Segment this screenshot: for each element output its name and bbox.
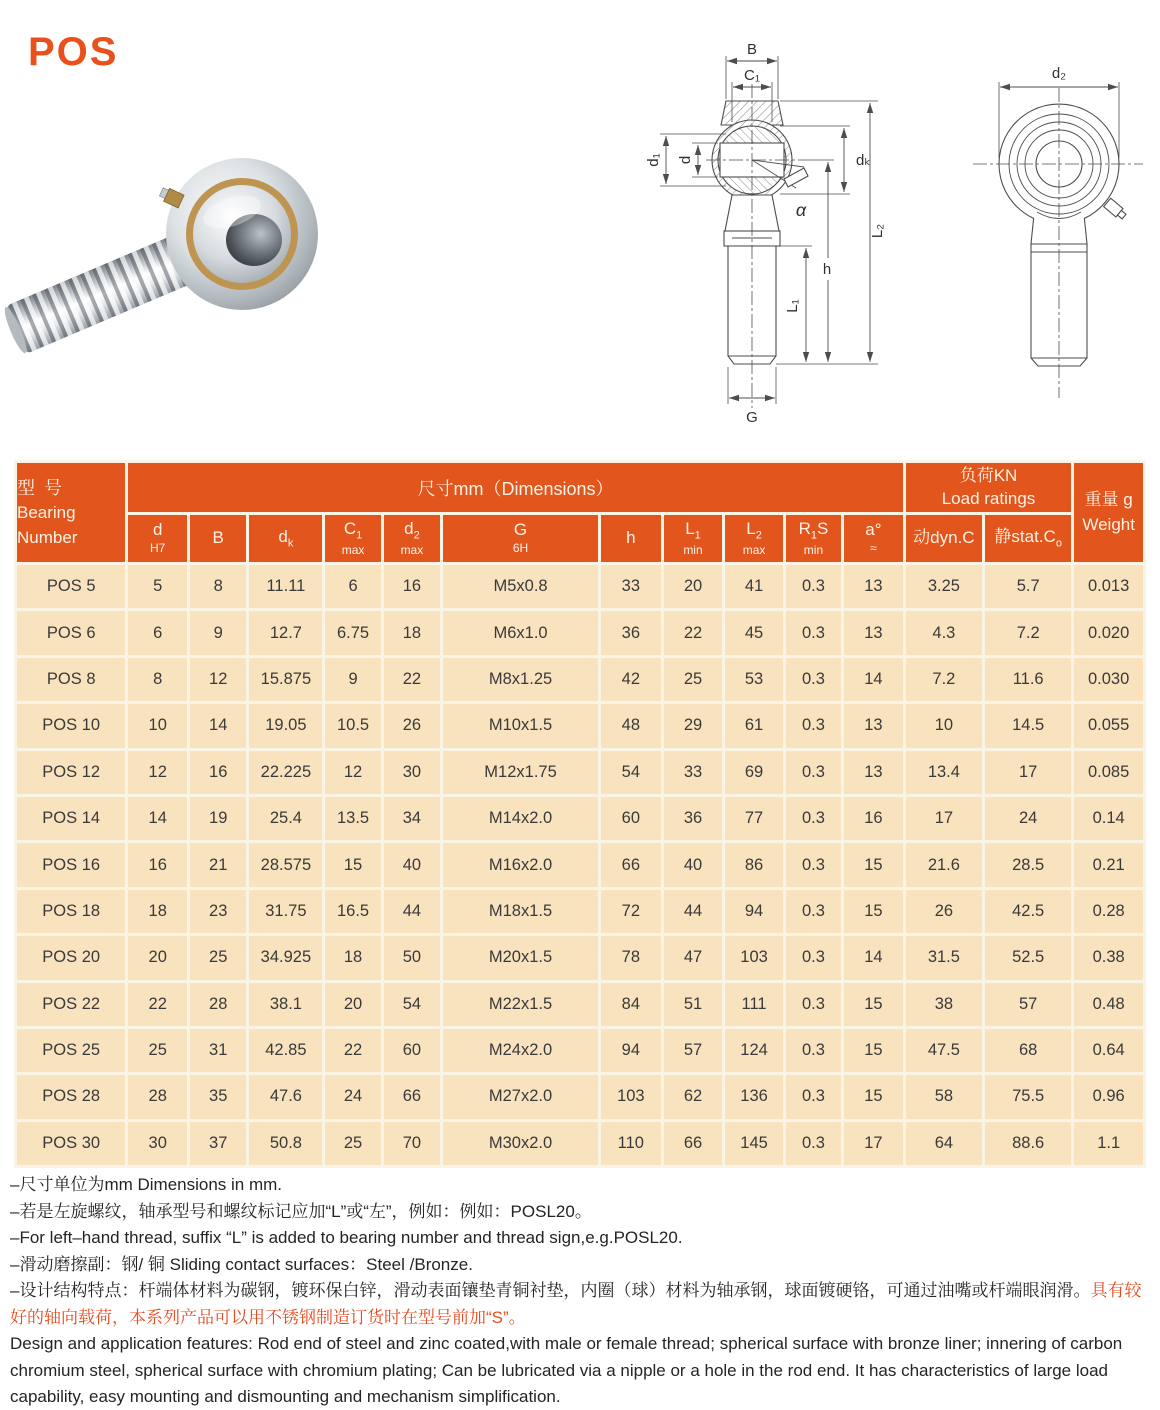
value-cell: 5.7 bbox=[985, 565, 1071, 608]
d1-dim-label: d₁ bbox=[645, 153, 662, 167]
value-cell: 48 bbox=[601, 704, 661, 747]
g-dim-label: G bbox=[746, 409, 758, 426]
bearing-number-cell: POS 8 bbox=[17, 658, 125, 701]
value-cell: 31.5 bbox=[906, 936, 982, 979]
value-cell: 60 bbox=[601, 797, 661, 840]
value-cell: 136 bbox=[725, 1075, 783, 1118]
value-cell: 6.75 bbox=[325, 611, 380, 654]
product-photo bbox=[2, 112, 347, 380]
value-cell: 25.4 bbox=[249, 797, 322, 840]
bearing-number-cell: POS 16 bbox=[17, 843, 125, 886]
value-cell: 9 bbox=[325, 658, 380, 701]
value-cell: 70 bbox=[384, 1122, 440, 1165]
value-cell: 9 bbox=[190, 611, 246, 654]
value-cell: 103 bbox=[601, 1075, 661, 1118]
value-cell: 31 bbox=[190, 1029, 246, 1072]
value-cell: 8 bbox=[190, 565, 246, 608]
value-cell: 0.3 bbox=[786, 565, 841, 608]
value-cell: 36 bbox=[664, 797, 723, 840]
value-cell: 25 bbox=[128, 1029, 187, 1072]
value-cell: 33 bbox=[601, 565, 661, 608]
value-cell: 54 bbox=[601, 751, 661, 794]
footnotes bbox=[10, 1172, 1152, 1410]
value-cell: 13 bbox=[844, 611, 903, 654]
value-cell: M14x2.0 bbox=[443, 797, 598, 840]
column-header-b: B bbox=[190, 515, 246, 562]
value-cell: 0.64 bbox=[1074, 1029, 1143, 1072]
value-cell: 28 bbox=[128, 1075, 187, 1118]
value-cell: 110 bbox=[601, 1122, 661, 1165]
note-left-hand-zh: –若是左旋螺纹，轴承型号和螺纹标记应加“L”或“左”，例如：例如：POSL20。 bbox=[10, 1201, 592, 1221]
value-cell: 3.25 bbox=[906, 565, 982, 608]
value-cell: 6 bbox=[325, 565, 380, 608]
value-cell: M12x1.75 bbox=[443, 751, 598, 794]
value-cell: 13 bbox=[844, 751, 903, 794]
value-cell: 94 bbox=[725, 890, 783, 933]
value-cell: 0.14 bbox=[1074, 797, 1143, 840]
value-cell: 0.48 bbox=[1074, 983, 1143, 1026]
value-cell: 28 bbox=[190, 983, 246, 1026]
note-design-zh bbox=[10, 1278, 1152, 1331]
value-cell: 17 bbox=[906, 797, 982, 840]
value-cell: 0.030 bbox=[1074, 658, 1143, 701]
value-cell: 0.3 bbox=[786, 797, 841, 840]
value-cell: 33 bbox=[664, 751, 723, 794]
value-cell: 66 bbox=[601, 843, 661, 886]
value-cell: 0.013 bbox=[1074, 565, 1143, 608]
grease-nipple-outline bbox=[1104, 198, 1128, 221]
value-cell: 15 bbox=[844, 890, 903, 933]
table-row bbox=[17, 751, 1143, 794]
bearing-number-cell: POS 14 bbox=[17, 797, 125, 840]
bearing-number-cell: POS 10 bbox=[17, 704, 125, 747]
value-cell: 14.5 bbox=[985, 704, 1071, 747]
alpha-label: α bbox=[795, 200, 807, 220]
value-cell: M5x0.8 bbox=[443, 565, 598, 608]
value-cell: 15 bbox=[844, 1075, 903, 1118]
column-header-dyn-c: 动dyn.C bbox=[906, 515, 982, 562]
value-cell: M8x1.25 bbox=[443, 658, 598, 701]
bearing-number-cell: POS 25 bbox=[17, 1029, 125, 1072]
value-cell: 50 bbox=[384, 936, 440, 979]
value-cell: 0.21 bbox=[1074, 843, 1143, 886]
value-cell: 15 bbox=[844, 843, 903, 886]
b-dim-label: B bbox=[746, 41, 758, 58]
bearing-number-cell: POS 22 bbox=[17, 983, 125, 1026]
value-cell: 53 bbox=[725, 658, 783, 701]
value-cell: 47 bbox=[664, 936, 723, 979]
value-cell: 75.5 bbox=[985, 1075, 1071, 1118]
column-header-dk: $d_k$ bbox=[249, 515, 322, 562]
table-row bbox=[17, 658, 1143, 701]
value-cell: M18x1.5 bbox=[443, 890, 598, 933]
value-cell: 15.875 bbox=[249, 658, 322, 701]
table-body bbox=[17, 565, 1143, 1165]
value-cell: 10 bbox=[128, 704, 187, 747]
value-cell: 19.05 bbox=[249, 704, 322, 747]
value-cell: 24 bbox=[325, 1075, 380, 1118]
value-cell: 44 bbox=[664, 890, 723, 933]
value-cell: 26 bbox=[384, 704, 440, 747]
value-cell: 40 bbox=[664, 843, 723, 886]
note-sliding-surfaces: –滑动磨擦副：钢/ 铜 Sliding contact surfaces：Steel /Bronze. bbox=[10, 1254, 473, 1274]
value-cell: 0.3 bbox=[786, 611, 841, 654]
note-design-zh-red: 具有较好的轴向载荷，本系列产品可以用不锈钢制造订货时在型号前加“S”。 bbox=[10, 1281, 1142, 1327]
value-cell: 29 bbox=[664, 704, 723, 747]
value-cell: 11.11 bbox=[249, 565, 322, 608]
value-cell: 50.8 bbox=[249, 1122, 322, 1165]
value-cell: 17 bbox=[985, 751, 1071, 794]
value-cell: 14 bbox=[844, 658, 903, 701]
value-cell: 0.3 bbox=[786, 1075, 841, 1118]
header-dimensions-group: 尺寸mm（Dimensions） bbox=[128, 463, 902, 512]
value-cell: 22 bbox=[384, 658, 440, 701]
value-cell: 68 bbox=[985, 1029, 1071, 1072]
value-cell: 0.020 bbox=[1074, 611, 1143, 654]
rod-end-photo-illustration bbox=[2, 112, 347, 380]
bearing-number-cell: POS 20 bbox=[17, 936, 125, 979]
value-cell: 78 bbox=[601, 936, 661, 979]
value-cell: M10x1.5 bbox=[443, 704, 598, 747]
l1-dim-label: L₁ bbox=[784, 299, 801, 313]
h-dim-label: h bbox=[822, 261, 832, 278]
table-row bbox=[17, 1029, 1143, 1072]
front-section-svg bbox=[620, 26, 902, 433]
value-cell: 0.3 bbox=[786, 658, 841, 701]
d2-dim-label: d₂ bbox=[1051, 65, 1067, 82]
value-cell: 16 bbox=[190, 751, 246, 794]
value-cell: 15 bbox=[844, 1029, 903, 1072]
value-cell: 18 bbox=[325, 936, 380, 979]
value-cell: 44 bbox=[384, 890, 440, 933]
technical-drawing-side-view bbox=[943, 26, 1160, 433]
value-cell: 36 bbox=[601, 611, 661, 654]
value-cell: 1.1 bbox=[1074, 1122, 1143, 1165]
value-cell: 124 bbox=[725, 1029, 783, 1072]
value-cell: 0.3 bbox=[786, 704, 841, 747]
table-row bbox=[17, 983, 1143, 1026]
value-cell: 23 bbox=[190, 890, 246, 933]
value-cell: 6 bbox=[128, 611, 187, 654]
value-cell: 20 bbox=[128, 936, 187, 979]
spec-table-wrap bbox=[14, 460, 1146, 1168]
table-row bbox=[17, 611, 1143, 654]
page-title: POS bbox=[28, 30, 119, 74]
column-header-stat-co: 静$stat.C_o$ bbox=[985, 515, 1071, 562]
value-cell: 52.5 bbox=[985, 936, 1071, 979]
subheader-row bbox=[17, 515, 1143, 562]
value-cell: 17 bbox=[844, 1122, 903, 1165]
table-row bbox=[17, 890, 1143, 933]
value-cell: 57 bbox=[664, 1029, 723, 1072]
value-cell: 5 bbox=[128, 565, 187, 608]
value-cell: 7.2 bbox=[906, 658, 982, 701]
value-cell: M20x1.5 bbox=[443, 936, 598, 979]
bearing-head bbox=[166, 158, 318, 310]
value-cell: 22 bbox=[128, 983, 187, 1026]
value-cell: 72 bbox=[601, 890, 661, 933]
value-cell: 31.75 bbox=[249, 890, 322, 933]
column-header-l2: $L_2$ max bbox=[725, 515, 783, 562]
column-header-h: h bbox=[601, 515, 661, 562]
table-row bbox=[17, 797, 1143, 840]
value-cell: 13.5 bbox=[325, 797, 380, 840]
value-cell: 16 bbox=[384, 565, 440, 608]
value-cell: M30x2.0 bbox=[443, 1122, 598, 1165]
value-cell: M6x1.0 bbox=[443, 611, 598, 654]
table-row bbox=[17, 704, 1143, 747]
spec-table bbox=[14, 460, 1146, 1168]
value-cell: 0.28 bbox=[1074, 890, 1143, 933]
value-cell: 22 bbox=[664, 611, 723, 654]
table-row bbox=[17, 565, 1143, 608]
value-cell: 12.7 bbox=[249, 611, 322, 654]
value-cell: M22x1.5 bbox=[443, 983, 598, 1026]
value-cell: 34.925 bbox=[249, 936, 322, 979]
dk-dim-label: dₖ bbox=[856, 152, 871, 169]
value-cell: 16 bbox=[128, 843, 187, 886]
column-header-c1: $C_1$ max bbox=[325, 515, 380, 562]
value-cell: 21 bbox=[190, 843, 246, 886]
d-dim-label: d bbox=[677, 155, 694, 165]
l2-dim-label: L₂ bbox=[869, 223, 886, 239]
value-cell: 84 bbox=[601, 983, 661, 1026]
value-cell: 38.1 bbox=[249, 983, 322, 1026]
value-cell: 12 bbox=[190, 658, 246, 701]
value-cell: 0.3 bbox=[786, 751, 841, 794]
value-cell: 10.5 bbox=[325, 704, 380, 747]
value-cell: 12 bbox=[128, 751, 187, 794]
bearing-number-cell: POS 28 bbox=[17, 1075, 125, 1118]
value-cell: 45 bbox=[725, 611, 783, 654]
value-cell: 51 bbox=[664, 983, 723, 1026]
value-cell: 77 bbox=[725, 797, 783, 840]
column-header-g: G 6H bbox=[443, 515, 598, 562]
note-left-hand-en: –For left–hand thread, suffix “L” is added to bearing number and thread sign,e.g.POSL20. bbox=[10, 1228, 683, 1247]
column-header-r1s: $R_1S$ min bbox=[786, 515, 841, 562]
value-cell: 14 bbox=[844, 936, 903, 979]
value-cell: 15 bbox=[844, 983, 903, 1026]
value-cell: 54 bbox=[384, 983, 440, 1026]
note-design-en: Design and application features: Rod end of steel and zinc coated,with male or female thread; spherical surface with bronze liner; innering of carbon chromium steel, spherical surface with chromium plating; Can be lubricated via a nipple or a hole in the rod end. It has characteristics of large load capability, easy mounting and dismounting and mechanism simplification. bbox=[10, 1334, 1123, 1406]
value-cell: 37 bbox=[190, 1122, 246, 1165]
value-cell: 145 bbox=[725, 1122, 783, 1165]
table-row bbox=[17, 843, 1143, 886]
value-cell: 66 bbox=[384, 1075, 440, 1118]
value-cell: 42.85 bbox=[249, 1029, 322, 1072]
value-cell: 94 bbox=[601, 1029, 661, 1072]
value-cell: 12 bbox=[325, 751, 380, 794]
value-cell: 47.5 bbox=[906, 1029, 982, 1072]
value-cell: 0.3 bbox=[786, 1122, 841, 1165]
value-cell: 64 bbox=[906, 1122, 982, 1165]
value-cell: 42.5 bbox=[985, 890, 1071, 933]
value-cell: 25 bbox=[664, 658, 723, 701]
value-cell: 0.3 bbox=[786, 890, 841, 933]
value-cell: 13 bbox=[844, 565, 903, 608]
value-cell: 35 bbox=[190, 1075, 246, 1118]
value-cell: 20 bbox=[325, 983, 380, 1026]
value-cell: 25 bbox=[190, 936, 246, 979]
value-cell: 13.4 bbox=[906, 751, 982, 794]
value-cell: 38 bbox=[906, 983, 982, 1026]
value-cell: M24x2.0 bbox=[443, 1029, 598, 1072]
value-cell: M16x2.0 bbox=[443, 843, 598, 886]
value-cell: 103 bbox=[725, 936, 783, 979]
value-cell: 13 bbox=[844, 704, 903, 747]
value-cell: 88.6 bbox=[985, 1122, 1071, 1165]
value-cell: 60 bbox=[384, 1029, 440, 1072]
column-header-a: a° ≈ bbox=[844, 515, 903, 562]
value-cell: 0.3 bbox=[786, 843, 841, 886]
bearing-number-cell: POS 18 bbox=[17, 890, 125, 933]
value-cell: 8 bbox=[128, 658, 187, 701]
value-cell: 0.085 bbox=[1074, 751, 1143, 794]
value-cell: M27x2.0 bbox=[443, 1075, 598, 1118]
value-cell: 14 bbox=[128, 797, 187, 840]
value-cell: 15 bbox=[325, 843, 380, 886]
side-view-svg bbox=[943, 26, 1160, 433]
value-cell: 20 bbox=[664, 565, 723, 608]
value-cell: 47.6 bbox=[249, 1075, 322, 1118]
value-cell: 22 bbox=[325, 1029, 380, 1072]
column-header-d2: $d_2$ max bbox=[384, 515, 440, 562]
value-cell: 16.5 bbox=[325, 890, 380, 933]
value-cell: 18 bbox=[128, 890, 187, 933]
note-design-zh-black: –设计结构特点：杆端体材料为碳钢，镀环保白锌，滑动表面镶垫青铜衬垫，内圈（球）材料为轴承钢，球面镀硬铬，可通过油嘴或杆端眼润滑。 bbox=[10, 1281, 1091, 1300]
column-header-d: d H7 bbox=[128, 515, 187, 562]
value-cell: 58 bbox=[906, 1075, 982, 1118]
value-cell: 62 bbox=[664, 1075, 723, 1118]
value-cell: 0.3 bbox=[786, 1029, 841, 1072]
value-cell: 0.38 bbox=[1074, 936, 1143, 979]
value-cell: 30 bbox=[384, 751, 440, 794]
value-cell: 22.225 bbox=[249, 751, 322, 794]
value-cell: 24 bbox=[985, 797, 1071, 840]
value-cell: 86 bbox=[725, 843, 783, 886]
bearing-number-cell: POS 5 bbox=[17, 565, 125, 608]
table-row bbox=[17, 1122, 1143, 1165]
header-load-ratings-group: 负荷KN Load ratings bbox=[906, 463, 1072, 512]
value-cell: 28.5 bbox=[985, 843, 1071, 886]
column-header-l1: $L_1$ min bbox=[664, 515, 723, 562]
value-cell: 111 bbox=[725, 983, 783, 1026]
value-cell: 28.575 bbox=[249, 843, 322, 886]
value-cell: 34 bbox=[384, 797, 440, 840]
value-cell: 57 bbox=[985, 983, 1071, 1026]
value-cell: 25 bbox=[325, 1122, 380, 1165]
value-cell: 0.96 bbox=[1074, 1075, 1143, 1118]
value-cell: 4.3 bbox=[906, 611, 982, 654]
value-cell: 61 bbox=[725, 704, 783, 747]
value-cell: 66 bbox=[664, 1122, 723, 1165]
bearing-number-cell: POS 6 bbox=[17, 611, 125, 654]
table-row bbox=[17, 1075, 1143, 1118]
value-cell: 0.3 bbox=[786, 936, 841, 979]
value-cell: 69 bbox=[725, 751, 783, 794]
value-cell: 41 bbox=[725, 565, 783, 608]
note-dimensions-mm: –尺寸单位为mm Dimensions in mm. bbox=[10, 1175, 283, 1194]
value-cell: 19 bbox=[190, 797, 246, 840]
column-header-bearing-number: 型 号 Bearing Number bbox=[17, 463, 125, 562]
value-cell: 18 bbox=[384, 611, 440, 654]
value-cell: 11.6 bbox=[985, 658, 1071, 701]
bearing-number-cell: POS 30 bbox=[17, 1122, 125, 1165]
value-cell: 16 bbox=[844, 797, 903, 840]
value-cell: 0.3 bbox=[786, 983, 841, 1026]
value-cell: 42 bbox=[601, 658, 661, 701]
value-cell: 21.6 bbox=[906, 843, 982, 886]
column-header-weight: 重量 g Weight bbox=[1074, 463, 1143, 562]
value-cell: 30 bbox=[128, 1122, 187, 1165]
table-row bbox=[17, 936, 1143, 979]
technical-drawing-front-section bbox=[620, 26, 902, 433]
value-cell: 26 bbox=[906, 890, 982, 933]
value-cell: 14 bbox=[190, 704, 246, 747]
value-cell: 7.2 bbox=[985, 611, 1071, 654]
c1-dim-label: C₁ bbox=[744, 67, 760, 84]
value-cell: 40 bbox=[384, 843, 440, 886]
bearing-number-cell: POS 12 bbox=[17, 751, 125, 794]
value-cell: 0.055 bbox=[1074, 704, 1143, 747]
value-cell: 10 bbox=[906, 704, 982, 747]
